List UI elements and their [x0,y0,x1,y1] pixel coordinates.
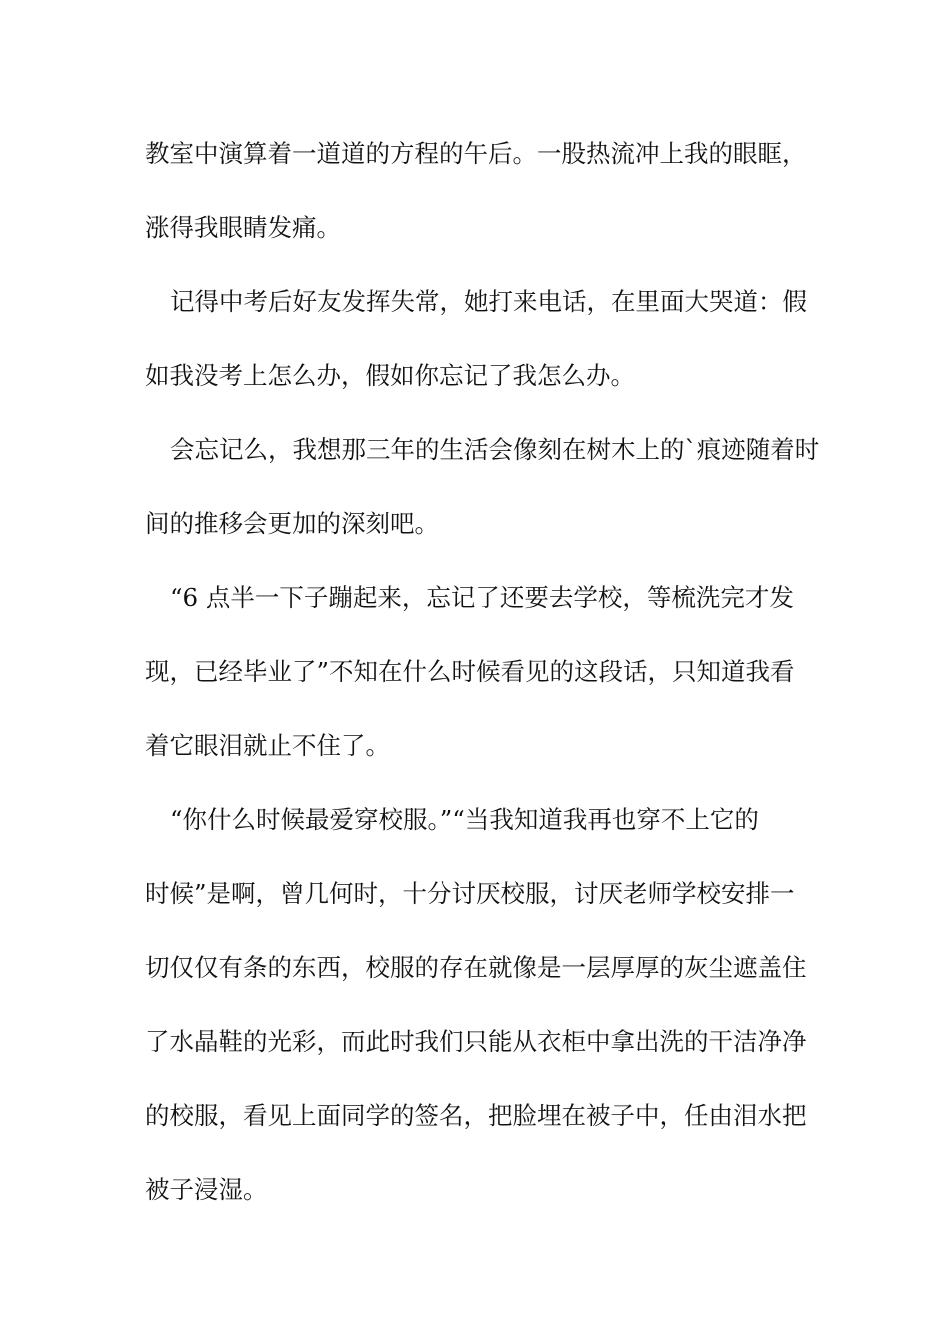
text-line-10: “你什么时候最爱穿校服。”“当我知道我再也穿不上它的 [170,805,759,834]
text-line-8: 现，已经毕业了”不知在什么时候看见的这段话，只知道我看 [145,657,795,686]
text-line-7: “6 点半一下子蹦起来，忘记了还要去学校，等梳洗完才发 [170,583,794,612]
text-line-1: 教室中演算着一道道的方程的午后。一股热流冲上我的眼眶， [145,139,807,168]
text-line-6: 间的推移会更加的深刻吧。 [145,509,439,538]
text-line-13: 了水晶鞋的光彩，而此时我们只能从衣柜中拿出洗的干洁净净 [145,1027,807,1056]
text-line-5: 会忘记么，我想那三年的生活会像刻在树木上的`痕迹随着时 [170,435,820,464]
text-line-14: 的校服，看见上面同学的签名，把脸埋在被子中，任由泪水把 [145,1101,807,1130]
text-line-12: 切仅仅有条的东西，校服的存在就像是一层厚厚的灰尘遮盖住 [145,953,807,982]
text-line-9: 着它眼泪就止不住了。 [145,731,390,760]
text-line-11: 时候”是啊，曾几何时，十分讨厌校服，讨厌老师学校安排一 [145,879,795,908]
text-line-15: 被子浸湿。 [145,1175,268,1204]
text-line-4: 如我没考上怎么办，假如你忘记了我怎么办。 [145,361,635,390]
body-text [145,122,820,1232]
text-line-3: 记得中考后好友发挥失常，她打来电话，在里面大哭道：假 [170,287,807,316]
text-line-2: 涨得我眼睛发痛。 [145,213,341,242]
